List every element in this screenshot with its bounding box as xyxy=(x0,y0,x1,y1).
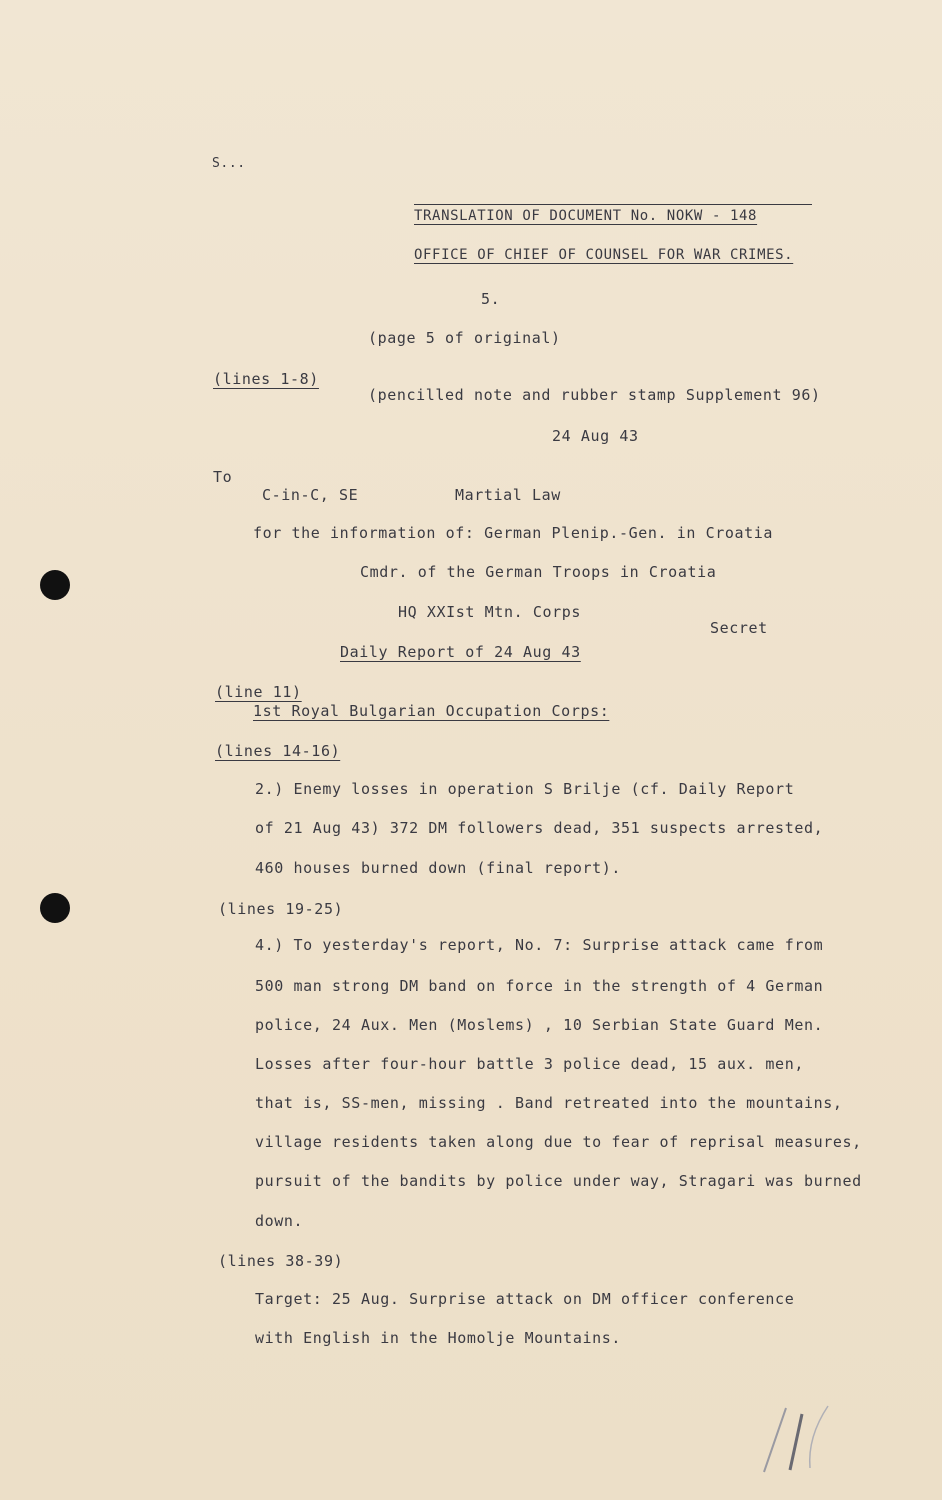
pencil-mark xyxy=(750,1400,840,1480)
corps-heading: 1st Royal Bulgarian Occupation Corps: xyxy=(253,702,610,720)
paragraph-line: village residents taken along due to fear of reprisal measures, xyxy=(255,1133,862,1151)
office-title: OFFICE OF CHIEF OF COUNSEL FOR WAR CRIMES. xyxy=(414,247,794,263)
lines14-ref: (lines 14-16) xyxy=(215,742,341,760)
paragraph-line: 460 houses burned down (final report). xyxy=(255,859,621,877)
to-label: To xyxy=(213,468,233,486)
line11-ref: (line 11) xyxy=(215,683,302,701)
paragraph-line: 4.) To yesterday's report, No. 7: Surprise attack came from xyxy=(255,936,824,954)
stamp-note: (pencilled note and rubber stamp Supplement 96) xyxy=(368,386,821,404)
page-of-original: (page 5 of original) xyxy=(368,329,561,347)
document-title: TRANSLATION OF DOCUMENT No. NOKW - 148 xyxy=(414,208,758,224)
paragraph-line: pursuit of the bandits by police under way, Stragari was burned xyxy=(255,1172,862,1190)
hq-line: HQ XXIst Mtn. Corps xyxy=(398,603,581,621)
title-rule xyxy=(414,204,812,205)
paragraph-line: with English in the Homolje Mountains. xyxy=(255,1329,621,1347)
paragraph-line: 2.) Enemy losses in operation S Brilje (cf. Daily Report xyxy=(255,780,795,798)
paragraph-line: Losses after four-hour battle 3 police dead, 15 aux. men, xyxy=(255,1055,804,1073)
paragraph-line: Target: 25 Aug. Surprise attack on DM officer conference xyxy=(255,1290,795,1308)
initials: S... xyxy=(212,156,246,171)
cmdr-line: Cmdr. of the German Troops in Croatia xyxy=(360,563,717,581)
martial-law: Martial Law xyxy=(455,486,561,504)
paragraph-line: down. xyxy=(255,1212,304,1230)
lines38-ref: (lines 38-39) xyxy=(218,1252,344,1270)
punch-hole xyxy=(40,570,70,600)
page-number: 5. xyxy=(481,290,501,308)
punch-hole xyxy=(40,893,70,923)
classification: Secret xyxy=(710,619,768,637)
paragraph-line: that is, SS-men, missing . Band retreated into the mountains, xyxy=(255,1094,843,1112)
report-title: Daily Report of 24 Aug 43 xyxy=(340,643,581,661)
paragraph-line: of 21 Aug 43) 372 DM followers dead, 351 suspects arrested, xyxy=(255,819,824,837)
lines-ref: (lines 1-8) xyxy=(213,370,319,388)
recipient: C-in-C, SE xyxy=(262,486,359,504)
lines19-ref: (lines 19-25) xyxy=(218,900,344,918)
report-date: 24 Aug 43 xyxy=(552,427,639,445)
paragraph-line: 500 man strong DM band on force in the strength of 4 German xyxy=(255,977,824,995)
paragraph-line: police, 24 Aux. Men (Moslems) , 10 Serbian State Guard Men. xyxy=(255,1016,824,1034)
info-line: for the information of: German Plenip.-Gen. in Croatia xyxy=(253,524,774,542)
